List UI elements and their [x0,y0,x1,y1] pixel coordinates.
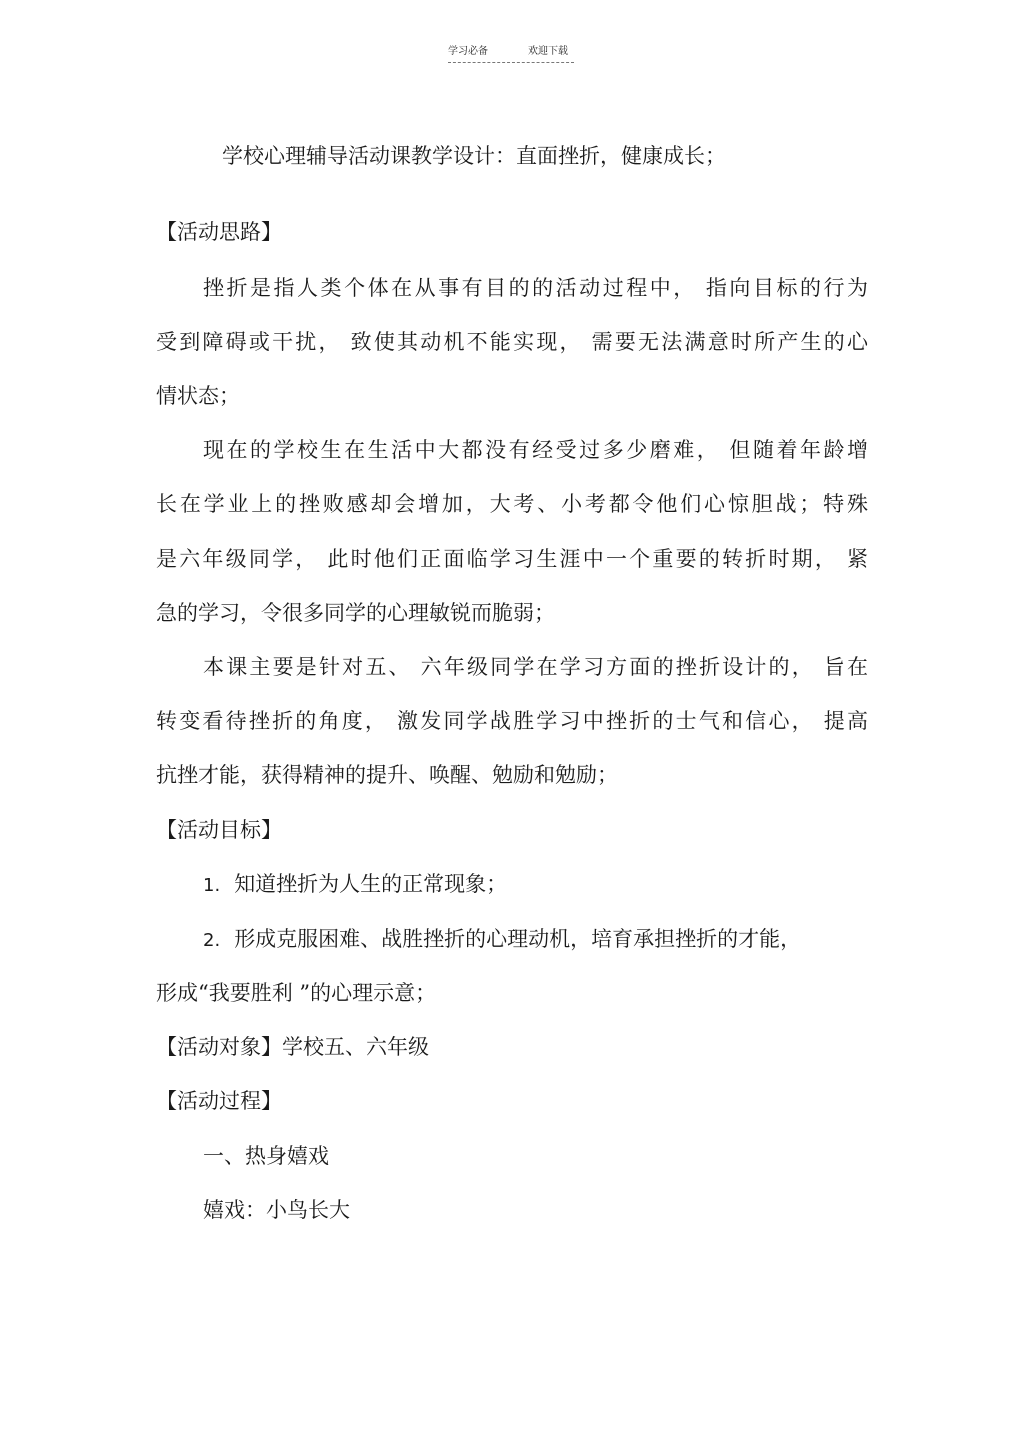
heading-activity-process: 【活动过程】 [156,1089,282,1113]
header-right-text: 欢迎下载 [528,46,568,57]
page-header [448,40,574,63]
activity-target-line: 【活动对象】学校五、六年级 [156,1035,429,1059]
paragraph-3-line-3: 抗挫才能，获得精神的提升、唤醒、勉励和勉励； [156,763,618,787]
document-title: 学校心理辅导活动课教学设计：直面挫折，健康成长； [222,144,726,168]
paragraph-1-line-3: 情状态； [156,384,240,408]
paragraph-3-line-2: 转变看待挫折的角度， 激发同学战胜学习中挫折的士气和信心， 提高 [156,709,868,733]
paragraph-2-line-1: 现在的学校生在生活中大都没有经受过多少磨难， 但随着年龄增 [203,438,868,462]
goal-2-number: 2. [203,930,221,951]
header-left-text: 学习必备 [448,46,488,57]
goal-2-text: 形成克服困难、战胜挫折的心理动机，培育承担挫折的才能， [234,927,802,951]
paragraph-1-line-1: 挫折是指人类个体在从事有目的的活动过程中， 指向目标的行为 [203,276,868,300]
paragraph-2-line-3: 是六年级同学， 此时他们正面临学习生涯中一个重要的转折时期， 紧 [156,547,868,571]
paragraph-1-line-2: 受到障碍或干扰， 致使其动机不能实现， 需要无法满意时所产生的心 [156,330,868,354]
goal-item-1 [203,871,507,899]
goal-1-text: 知道挫折为人生的正常现象； [234,872,508,896]
goal-1-number: 1. [203,875,221,896]
paragraph-2-line-2: 长在学业上的挫败感却会增加，大考、小考都令他们心惊胆战；特殊 [156,492,868,516]
goal-item-2 [203,926,801,954]
process-step-1: 一、热身嬉戏 [203,1144,329,1168]
paragraph-3-line-1: 本课主要是针对五、 六年级同学在学习方面的挫折设计的， 旨在 [203,655,868,679]
process-step-1-game: 嬉戏：小鸟长大 [203,1198,350,1222]
heading-activity-goals: 【活动目标】 [156,818,282,842]
heading-activity-thinking: 【活动思路】 [156,220,282,244]
paragraph-2-line-4: 急的学习，令很多同学的心理敏锐而脆弱； [156,601,555,625]
goal-item-2-line-2: 形成“我要胜利 ”的心理示意； [156,981,437,1005]
